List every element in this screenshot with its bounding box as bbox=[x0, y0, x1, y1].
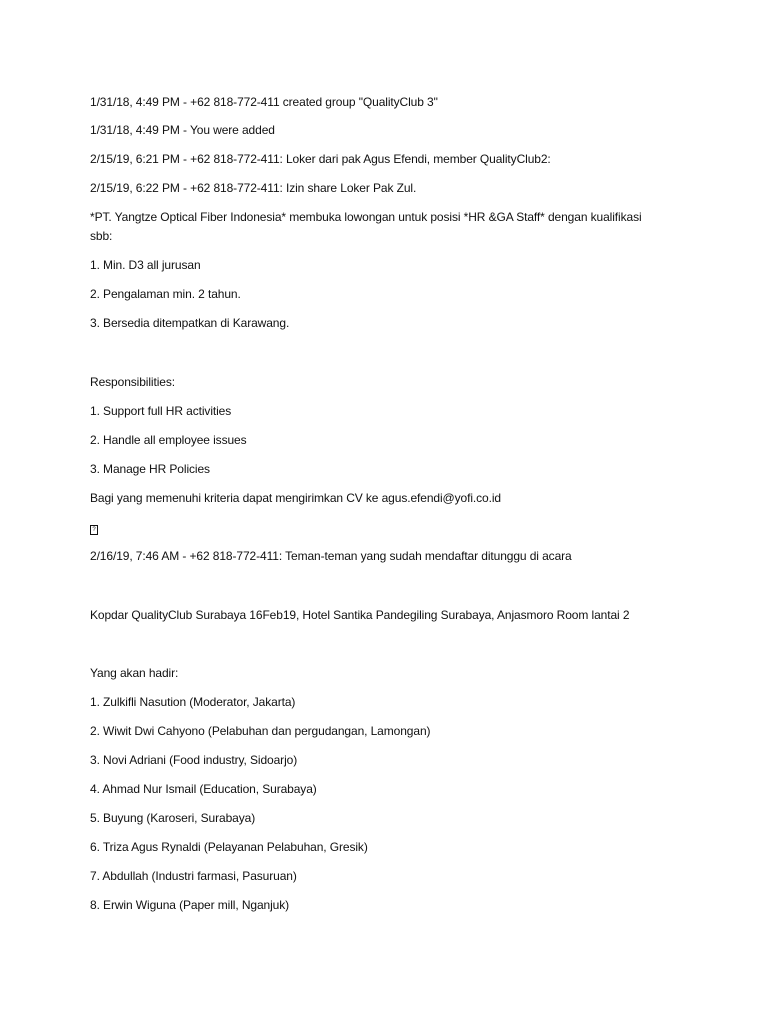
attendees-heading: Yang akan hadir: bbox=[90, 666, 179, 680]
kopdar-event-text: Kopdar QualityClub Surabaya 16Feb19, Hotel Santika Pandegiling Surabaya, Anjasmoro Room lantai 2 bbox=[90, 608, 630, 622]
attendee-item-4: 4. Ahmad Nur Ismail (Education, Surabaya) bbox=[90, 782, 317, 796]
missing-glyph-icon bbox=[90, 518, 98, 537]
chat-line-teman-teman: 2/16/19, 7:46 AM - +62 818-772-411: Teman-teman yang sudah mendaftar ditunggu di acara bbox=[90, 549, 572, 563]
responsibility-item-3: 3. Manage HR Policies bbox=[90, 462, 210, 476]
attendee-item-1: 1. Zulkifli Nasution (Moderator, Jakarta) bbox=[90, 695, 296, 709]
qualification-item-3: 3. Bersedia ditempatkan di Karawang. bbox=[90, 316, 290, 330]
chat-line-you-added: 1/31/18, 4:49 PM - You were added bbox=[90, 123, 275, 137]
responsibility-item-2: 2. Handle all employee issues bbox=[90, 433, 247, 447]
chat-line-group-created: 1/31/18, 4:49 PM - +62 818-772-411 created group "QualityClub 3" bbox=[90, 95, 438, 109]
attendee-item-5: 5. Buyung (Karoseri, Surabaya) bbox=[90, 811, 256, 825]
job-opening-text: *PT. Yangtze Optical Fiber Indonesia* membuka lowongan untuk posisi *HR &GA Staff* dengan kualifikasi sbb: bbox=[90, 210, 642, 243]
qualification-item-2: 2. Pengalaman min. 2 tahun. bbox=[90, 287, 241, 301]
attendee-item-7: 7. Abdullah (Industri farmasi, Pasuruan) bbox=[90, 869, 297, 883]
qualification-item-1: 1. Min. D3 all jurusan bbox=[90, 258, 201, 272]
chat-line-loker-agus: 2/15/19, 6:21 PM - +62 818-772-411: Loker dari pak Agus Efendi, member QualityClub2: bbox=[90, 152, 551, 166]
responsibilities-heading: Responsibilities: bbox=[90, 375, 176, 389]
chat-line-izin-share: 2/15/19, 6:22 PM - +62 818-772-411: Izin share Loker Pak Zul. bbox=[90, 181, 417, 195]
attendee-item-2: 2. Wiwit Dwi Cahyono (Pelabuhan dan pergudangan, Lamongan) bbox=[90, 724, 431, 738]
attendee-item-3: 3. Novi Adriani (Food industry, Sidoarjo) bbox=[90, 753, 298, 767]
unknown-character-icon: ? bbox=[90, 525, 98, 535]
attendee-item-8: 8. Erwin Wiguna (Paper mill, Nganjuk) bbox=[90, 898, 290, 912]
cv-submission-text: Bagi yang memenuhi kriteria dapat mengirimkan CV ke agus.efendi@yofi.co.id bbox=[90, 491, 501, 505]
responsibility-item-1: 1. Support full HR activities bbox=[90, 404, 232, 418]
attendee-item-6: 6. Triza Agus Rynaldi (Pelayanan Pelabuhan, Gresik) bbox=[90, 840, 368, 854]
